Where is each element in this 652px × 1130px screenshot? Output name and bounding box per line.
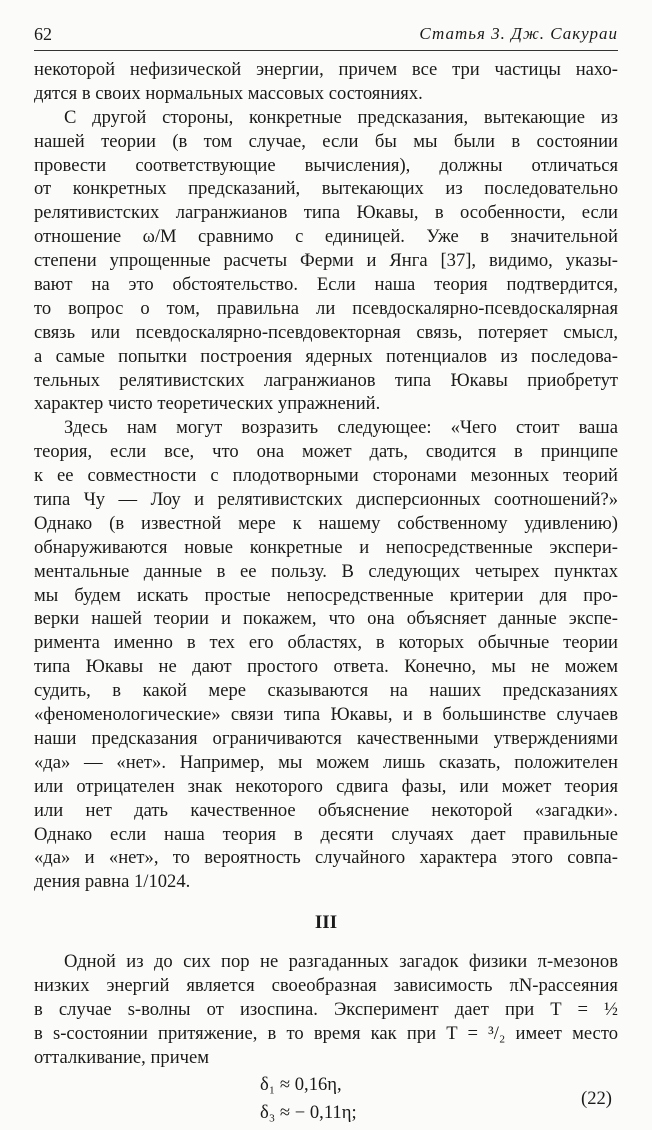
text-line: отталкивание, причем: [34, 1046, 210, 1068]
text-line: или нет дать качественное объяснение некоторой «загадки».: [34, 799, 618, 821]
text-line: связь или псевдоскалярно-псевдовекторная связь, потеряет смысл,: [34, 321, 618, 343]
text-line: С другой стороны, конкретные предсказания, вытекающие из: [64, 106, 618, 128]
text-line: нашей теории (в том случае, если бы мы были в состоянии: [34, 130, 618, 152]
text-line: низких энергий является своеобразная зависимость πN-рассеяния: [34, 975, 618, 997]
header-rule: [34, 50, 618, 51]
running-title: Статья 3. Дж. Сакураи: [419, 24, 618, 43]
text-line: типа Юкавы не дают простого ответа. Конечно, мы не можем: [34, 656, 618, 678]
paragraph: [34, 950, 618, 1069]
text-line: вают на это обстоятельство. Если наша теория подтвердится,: [34, 274, 618, 296]
equation-number: (22): [581, 1087, 612, 1109]
text-line: а самые попытки построения ядерных потенциалов из последова-: [34, 345, 618, 367]
equation-block: [34, 1070, 618, 1130]
text-line: тельных релятивистских лагранжианов типа Юкавы приобретут: [34, 369, 618, 391]
section-heading: III: [314, 912, 338, 934]
text-line: обнаруживаются новые конкретные и непосредственные экспери-: [34, 536, 618, 558]
text-line: «да» и «нет», то вероятность случайного характера этого совпа-: [34, 847, 618, 869]
equation-line-1: δ₁ ≈ 0,16η,: [260, 1073, 342, 1095]
text-line: релятивистских лагранжианов типа Юкавы, в особенности, если: [34, 202, 618, 224]
paragraph: [34, 58, 618, 106]
text-line: верки нашей теории и покажем, что она объясняет данные экспе-: [34, 608, 618, 630]
text-line: Однако (в известной мере к нашему собственному удивлению): [34, 512, 618, 534]
text-line: теория, если все, что она может дать, сводится в принципе: [34, 441, 618, 463]
text-line: провести соответствующие вычисления), должны отличаться: [34, 154, 618, 176]
text-line: Здесь нам могут возразить следующее: «Чего стоит ваша: [64, 417, 618, 439]
text-line: «феноменологические» связи типа Юкавы, и в большинстве случаев: [34, 704, 618, 726]
text-line: наши предсказания ограничиваются качественными утверждениями: [34, 727, 618, 749]
text-line: дения равна 1/1024.: [34, 871, 191, 893]
paragraphs: [34, 58, 618, 894]
text-line: отношение ω/M сравнимо с единицей. Уже в значительной: [34, 226, 618, 248]
text-line: «да» — «нет». Например, мы можем лишь сказать, положителен: [34, 751, 618, 773]
equation-line-2: δ₃ ≈ − 0,11η;: [260, 1101, 357, 1123]
text-line: в s-состоянии притяжение, в то время как при T = ³/₂ имеет место: [34, 1022, 618, 1044]
paragraph: [34, 106, 618, 417]
text-line: мы будем искать простые непосредственные критерии для про-: [34, 584, 618, 606]
section-paragraph: [34, 950, 618, 1069]
text-line: римента именно в тех его областях, в которых обычные теории: [34, 632, 618, 654]
text-line: Однако если наша теория в десяти случаях дает правильные: [34, 823, 618, 845]
text-line: характер чисто теоретических упражнений.: [34, 393, 381, 415]
page-header: [34, 24, 618, 48]
text-line: степени упрощенные расчеты Ферми и Янга [37], видимо, указы-: [34, 250, 618, 272]
body-text: [34, 58, 618, 1130]
text-line: некоторой нефизической энергии, причем все три частицы нахо-: [34, 59, 618, 80]
text-line: типа Чу — Лоу и релятивистских дисперсионных соотношений?»: [34, 489, 618, 511]
page-number: 62: [34, 24, 52, 44]
text-line: к ее совместности с плодотворными сторонами мезонных теорий: [34, 465, 618, 487]
text-line: или отрицателен знак некоторого сдвига фазы, или может теория: [34, 775, 618, 797]
text-line: судить, в какой мере сказываются на наших предсказаниях: [34, 680, 618, 702]
paragraph: [34, 416, 618, 894]
text-line: то вопрос о том, правильна ли псевдоскалярно-псевдоскалярная: [34, 297, 618, 319]
text-line: дятся в своих нормальных массовых состояниях.: [34, 82, 423, 104]
text-line: в случае s-волны от изоспина. Эксперимент дает при T = ½: [34, 998, 618, 1020]
text-line: от конкретных предсказаний, вытекающих из последовательно: [34, 178, 618, 200]
text-line: Одной из до сих пор не разгаданных загадок физики π-мезонов: [64, 951, 618, 973]
text-line: ментальные данные в ее пользу. В следующих четырех пунктах: [34, 560, 618, 582]
